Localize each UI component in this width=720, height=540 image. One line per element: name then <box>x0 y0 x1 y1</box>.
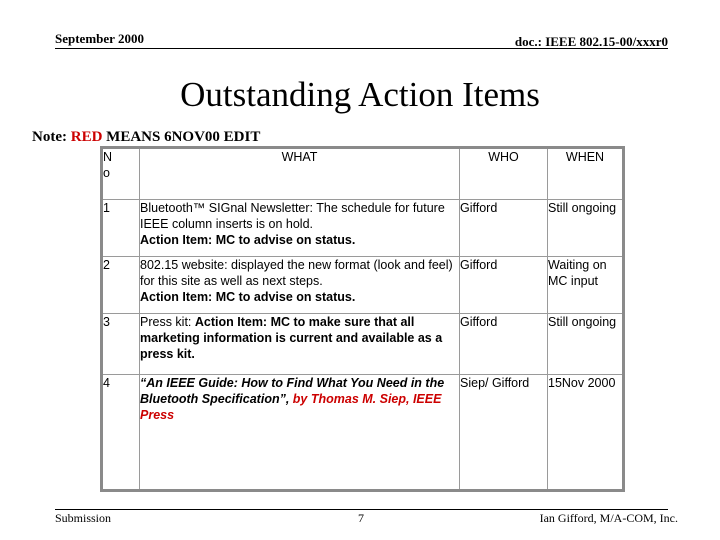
row-who: Gifford <box>460 200 548 257</box>
header-rule <box>55 48 668 49</box>
header-doc-id: doc.: IEEE 802.15-00/xxxr0 <box>514 34 668 49</box>
row-number: 4 <box>102 375 140 491</box>
row-what: 802.15 website: displayed the new format (look and feel) for this site as well as next steps. Action Item: MC to advise on status. <box>140 257 460 314</box>
footer-author: Ian Gifford, M/A-COM, Inc. <box>539 511 678 525</box>
page-number: 7 <box>358 511 364 525</box>
row-when: 15Nov 2000 <box>548 375 624 491</box>
table-row <box>102 375 624 491</box>
row-number: 1 <box>102 200 140 257</box>
row-who: Gifford <box>460 257 548 314</box>
slide-title: Outstanding Action Items <box>180 75 540 114</box>
edit-note <box>32 129 260 146</box>
row-what: “An IEEE Guide: How to Find What You Need in the Bluetooth Specification”, by Thomas M. Siep, IEEE Press <box>140 375 460 491</box>
row-number: 3 <box>102 314 140 375</box>
row-who: Gifford <box>460 314 548 375</box>
header-no: N o <box>102 148 140 200</box>
table-row <box>102 314 624 375</box>
row-when: Still ongoing <box>548 314 624 375</box>
header-who: WHO <box>460 148 548 200</box>
row-when: Waiting on MC input <box>548 257 624 314</box>
note-suffix: MEANS 6NOV00 EDIT <box>102 129 261 145</box>
footer-rule <box>55 509 668 510</box>
table-header-row <box>102 148 624 200</box>
note-red-word: RED <box>70 129 103 145</box>
action-items-table <box>100 146 625 492</box>
footer-submission: Submission <box>55 511 112 525</box>
row-what: Bluetooth™ SIGnal Newsletter: The schedule for future IEEE column inserts is on hold. Action Item: MC to advise on status. <box>140 200 460 257</box>
table-row <box>102 257 624 314</box>
row-what: Press kit: Action Item: MC to make sure that all marketing information is current and available as a press kit. <box>140 314 460 375</box>
header-what: WHAT <box>140 148 460 200</box>
table-row <box>102 200 624 257</box>
header-when: WHEN <box>548 148 624 200</box>
row-number: 2 <box>102 257 140 314</box>
note-prefix: Note: <box>32 129 71 145</box>
row-who: Siep/ Gifford <box>460 375 548 491</box>
header-date: September 2000 <box>55 31 144 46</box>
row-when: Still ongoing <box>548 200 624 257</box>
